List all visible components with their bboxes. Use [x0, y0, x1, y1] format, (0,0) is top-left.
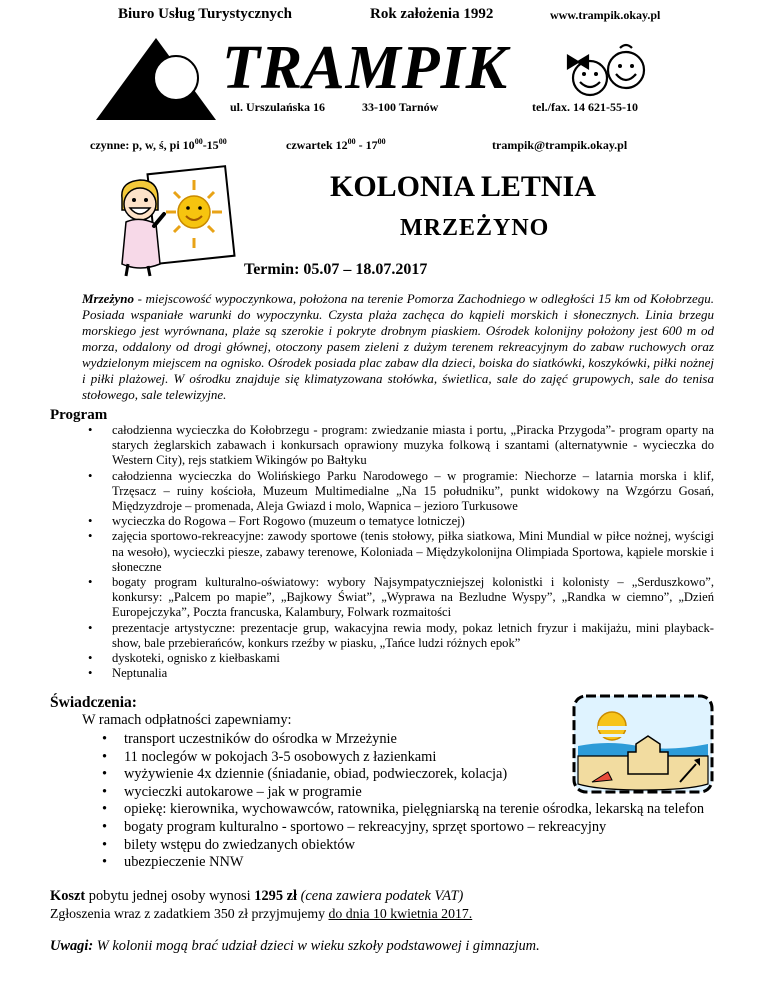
program-item: • całodzienna wycieczka do Kołobrzegu - program: zwiedzanie miasta i portu, „Piracka Przygoda”- program oparty na starych żeglarskich zabawach i konkursach oprawiony muzyka folkową i szantami (alternatywnie - wycieczka do Western City), rejs statkiem Wikingów po Bałtyku [88, 423, 714, 468]
sandcastle-beach-icon [568, 690, 718, 798]
cost-label: Koszt [50, 888, 86, 904]
bullet-icon: • [88, 666, 93, 681]
program-item: • wycieczka do Rogowa – Fort Rogowo (muzeum o tematyce lotniczej) [88, 514, 465, 529]
program-item: • zajęcia sportowo-rekreacyjne: zawody sportowe (tenis stołowy, piłka siatkowa, Mini Mundial w piłce nożnej, wyścigi na wesoło), wycieczki piesze, zabawy terenowe, Koloniada – Międzykolonijna Olimpiada Sportowa, kąpiele morskie i słoneczne [88, 529, 714, 574]
smiley-faces-icon [560, 42, 656, 102]
founded-year: Rok założenia 1992 [370, 6, 494, 22]
brand-name: TRAMPIK [222, 34, 509, 102]
girl-with-drawing-icon [112, 164, 236, 280]
service-item: • bogaty program kulturalno - sportowo – rekreacyjny, sprzęt sportowo – rekreacyjny [102, 818, 607, 835]
intro-place-name: Mrzeżyno [82, 291, 135, 306]
cost-line: Koszt pobytu jednej osoby wynosi 1295 zł (cena zawiera podatek VAT) [50, 888, 464, 904]
bullet-icon: • [88, 651, 93, 666]
offer-title: KOLONIA LETNIA [330, 170, 596, 203]
bullet-icon: • [102, 854, 108, 871]
trampik-logo-icon [92, 34, 222, 122]
bullet-icon: • [88, 468, 93, 483]
bullet-icon: • [102, 731, 108, 747]
program-list [88, 423, 714, 681]
bullet-icon: • [102, 783, 108, 800]
service-item: • 11 noclegów w pokojach 3-5 osobowych z łazienkami [102, 748, 437, 765]
street-address: ul. Urszulańska 16 [230, 100, 326, 114]
office-name: Biuro Usług Turystycznych [118, 6, 292, 22]
price-value: 1295 zł [254, 888, 298, 904]
service-item: • ubezpieczenie NNW [102, 854, 244, 871]
offer-dates: Termin: 05.07 – 18.07.2017 [244, 261, 428, 278]
bullet-icon: • [88, 620, 93, 635]
registration-line: Zgłoszenia wraz z zadatkiem 350 zł przyjmujemy do dnia 10 kwietnia 2017. [50, 906, 473, 921]
service-item: • wyżywienie 4x dziennie (śniadanie, obiad, podwieczorek, kolacja) [102, 766, 508, 783]
program-item: • dyskoteki, ognisko z kiełbaskami [88, 651, 280, 666]
services-intro: W ramach odpłatności zapewniamy: [82, 712, 292, 728]
program-item: • bogaty program kulturalno-oświatowy: wybory Najsympatyczniejszej kolonistki i kolonisty – „Serduszkowo”, konkursy: „Palcem po mapie”, „Bajkowy Świat”, „Wyprawa na Bezludne Wyspy”, „Randka w ciemno”, „Dzień Europejczyka”, Poczta francuska, Kalambury, Folwark rozmaitości [88, 575, 714, 620]
program-heading: Program [50, 407, 108, 423]
program-item: • całodzienna wycieczka do Wolińskiego Parku Narodowego – w programie: Niechorze – latarnia morska i klif, Trzęsacz – ruiny kościoła, Muzeum Multimedialne „Na 15 południku”, punkt widokowy na Wzgórzu Gosań, Międzyzdroje – promenada, Aleja Gwiazd i molo, Wapnica – jezioro Turkusowe [88, 468, 714, 514]
phone-number: tel./fax. 14 621-55-10 [532, 100, 638, 114]
service-item: • bilety wstępu do zwiedzanych obiektów [102, 836, 355, 853]
website-link[interactable]: www.trampik.okay.pl [550, 8, 661, 22]
thursday-hours: czwartek $12^{00} - 17^{00}$ [286, 137, 386, 152]
bullet-icon: • [88, 423, 93, 437]
program-item: • Neptunalia [88, 666, 168, 681]
bullet-icon: • [102, 748, 108, 765]
intro-paragraph: Mrzeżyno - miejscowość wypoczynkowa, położona na terenie Pomorza Zachodniego w odległości 15 km od Kołobrzegu. Posiada wspaniałe warunki do wypoczynku. Czysta plaża zachęca do kąpieli morskich i słonecznych. Linia brzegu morskiego jest wyrównana, plaże są szerokie i pokryte drobnym piaskiem. Ośrodek kolonijny położony jest 600 m od morza, oddalony od drogi głównej, otoczony pasem zieleni z dużym terenem rekreacyjnym do zabaw ruchowych oraz wydzielonym miejscem na ognisko. Ośrodek posiada plac zabaw dla dzieci, boiska do siatkówki, koszykówki, piłki nożnej i piłki plażowej. W ośrodku znajduje się klimatyzowana stołówka, świetlica, sale do zajęć grupowych, sale do tenisa stołowego, sale telewizyjne. [82, 291, 714, 402]
note-line: Uwagi: W kolonii mogą brać udział dzieci w wieku szkoły podstawowej i gimnazjum. [50, 938, 540, 954]
bullet-icon: • [102, 801, 108, 818]
program-item: • prezentacje artystyczne: prezentacje grup, wakacyjna rewia mody, pokaz letnich fryzur i makijażu, mini playback-show, bale przebierańców, konkurs rzeźby w piasku, „Tańce ludzi różnych epok” [88, 620, 714, 650]
note-label: Uwagi: [50, 938, 94, 954]
bullet-icon: • [88, 529, 93, 544]
bullet-icon: • [88, 514, 93, 529]
service-item: • wycieczki autokarowe – jak w programie [102, 783, 362, 800]
bullet-icon: • [102, 766, 108, 783]
deadline-date: do dnia 10 kwietnia 2017. [328, 906, 473, 921]
email-link[interactable]: trampik@trampik.okay.pl [492, 138, 628, 152]
opening-hours: czynne: p, w, ś, pi $10^{00}-15^{00}$ [90, 137, 227, 152]
bullet-icon: • [102, 836, 108, 853]
city-address: 33-100 Tarnów [362, 100, 439, 114]
services-heading: Świadczenia: [50, 694, 137, 711]
service-item: • opiekę: kierownika, wychowawców, ratownika, pielęgniarską na terenie ośrodka, lekarską na telefon [102, 801, 705, 818]
service-item: • transport uczestników do ośrodka w Mrzeżynie [102, 731, 397, 747]
offer-place: MRZEŻYNO [400, 215, 550, 241]
bullet-icon: • [102, 818, 108, 835]
bullet-icon: • [88, 575, 93, 590]
